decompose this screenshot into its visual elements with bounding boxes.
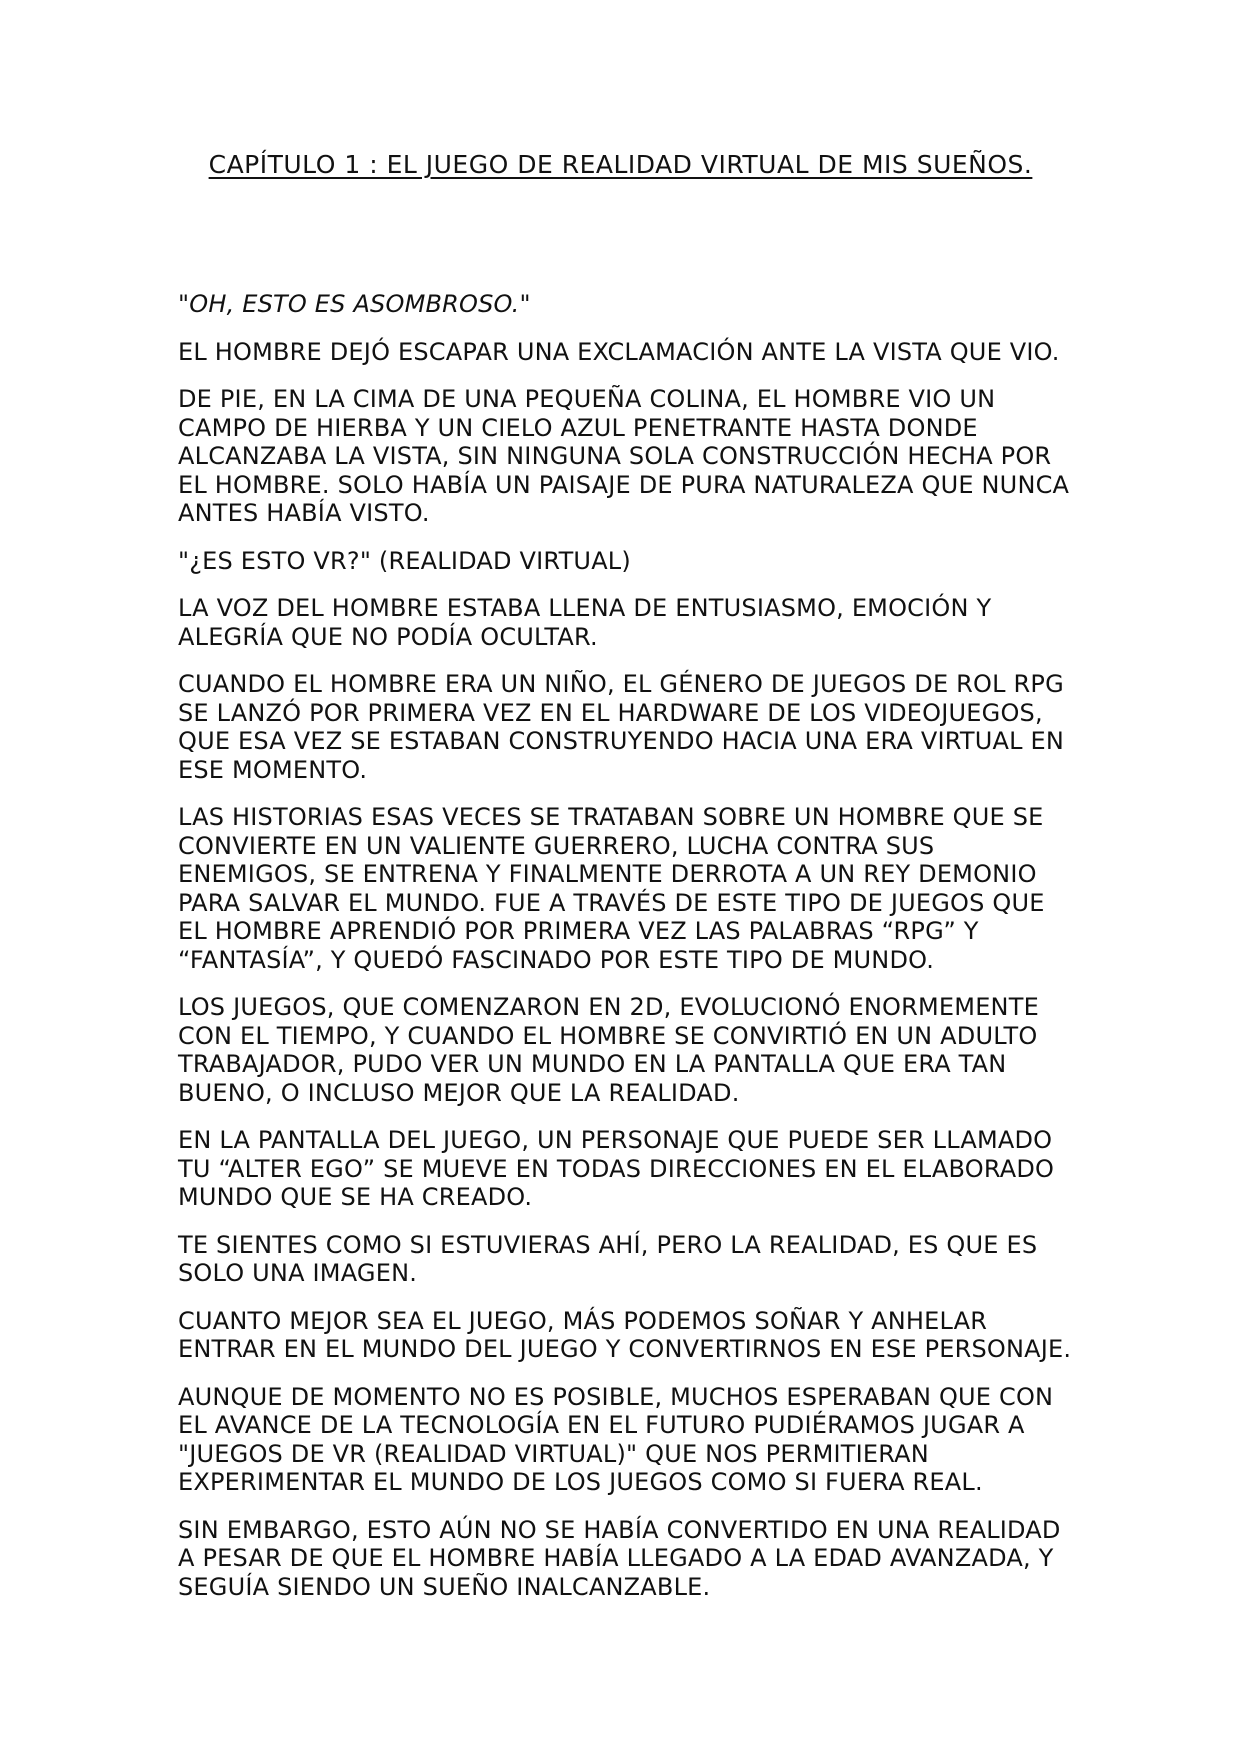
paragraph-1: "OH, ESTO ES ASOMBROSO." — [178, 290, 531, 318]
paragraph-5: LA VOZ DEL HOMBRE ESTABA LLENA DE ENTUSIASMO, EMOCIÓN Y ALEGRÍA QUE NO PODÍA OCULTAR. — [178, 594, 992, 651]
paragraph-9: EN LA PANTALLA DEL JUEGO, UN PERSONAJE QUE PUEDE SER LLAMADO TU “ALTER EGO” SE MUEVE EN TODAS DIRECCIONES EN EL ELABORADO MUNDO QUE SE HA CREADO. — [178, 1126, 1055, 1211]
paragraph-8: LOS JUEGOS, QUE COMENZARON EN 2D, EVOLUCIONÓ ENORMEMENTE CON EL TIEMPO, Y CUANDO EL HOMBRE SE CONVIRTIÓ EN UN ADULTO TRABAJADOR, PUDO VER UN MUNDO EN LA PANTALLA QUE ERA TAN BUENO, O INCLUSO MEJOR QUE LA REALIDAD. — [178, 993, 1039, 1107]
paragraph-7: LAS HISTORIAS ESAS VECES SE TRATABAN SOBRE UN HOMBRE QUE SE CONVIERTE EN UN VALIENTE GUERRERO, LUCHA CONTRA SUS ENEMIGOS, SE ENTRENA Y FINALMENTE DERROTA A UN REY DEMONIO PARA SALVAR EL MUNDO. FUE A TRAVÉS DE ESTE TIPO DE JUEGOS QUE EL HOMBRE APRENDIÓ POR PRIMERA VEZ LAS PALABRAS “RPG” Y “FANTASÍA”, Y QUEDÓ FASCINADO POR ESTE TIPO DE MUNDO. — [178, 803, 1045, 974]
paragraph-6: CUANDO EL HOMBRE ERA UN NIÑO, EL GÉNERO DE JUEGOS DE ROL RPG SE LANZÓ POR PRIMERA VEZ EN EL HARDWARE DE LOS VIDEOJUEGOS, QUE ESA VEZ SE ESTABAN CONSTRUYENDO HACIA UNA ERA VIRTUAL EN ESE MOMENTO. — [178, 670, 1065, 784]
paragraph-12: AUNQUE DE MOMENTO NO ES POSIBLE, MUCHOS ESPERABAN QUE CON EL AVANCE DE LA TECNOLOGÍA EN EL FUTURO PUDIÉRAMOS JUGAR A "JUEGOS DE VR (REALIDAD VIRTUAL)" QUE NOS PERMITIERAN EXPERIMENTAR EL MUNDO DE LOS JUEGOS COMO SI FUERA REAL. — [178, 1382, 1054, 1496]
paragraph-13: SIN EMBARGO, ESTO AÚN NO SE HABÍA CONVERTIDO EN UNA REALIDAD A PESAR DE QUE EL HOMBRE HABÍA LLEGADO A LA EDAD AVANZADA, Y SEGUÍA SIENDO UN SUEÑO INALCANZABLE. — [178, 1515, 1061, 1601]
paragraph-3: DE PIE, EN LA CIMA DE UNA PEQUEÑA COLINA, EL HOMBRE VIO UN CAMPO DE HIERBA Y UN CIELO AZUL PENETRANTE HASTA DONDE ALCANZABA LA VISTA, SIN NINGUNA SOLA CONSTRUCCIÓN HECHA POR EL HOMBRE. SOLO HABÍA UN PAISAJE DE PURA NATURALEZA QUE NUNCA ANTES HABÍA VISTO. — [178, 385, 1070, 527]
chapter-body — [178, 290, 1078, 1620]
chapter-title: CAPÍTULO 1 : EL JUEGO DE REALIDAD VIRTUAL DE MIS SUEÑOS. — [208, 150, 1033, 179]
paragraph-2: EL HOMBRE DEJÓ ESCAPAR UNA EXCLAMACIÓN ANTE LA VISTA QUE VIO. — [178, 337, 1060, 366]
paragraph-10: TE SIENTES COMO SI ESTUVIERAS AHÍ, PERO LA REALIDAD, ES QUE ES SOLO UNA IMAGEN. — [178, 1230, 1038, 1287]
paragraph-4: "¿ES ESTO VR?" (REALIDAD VIRTUAL) — [178, 546, 631, 575]
paragraph-11: CUANTO MEJOR SEA EL JUEGO, MÁS PODEMOS SOÑAR Y ANHELAR ENTRAR EN EL MUNDO DEL JUEGO Y CONVERTIRNOS EN ESE PERSONAJE. — [178, 1306, 1072, 1363]
